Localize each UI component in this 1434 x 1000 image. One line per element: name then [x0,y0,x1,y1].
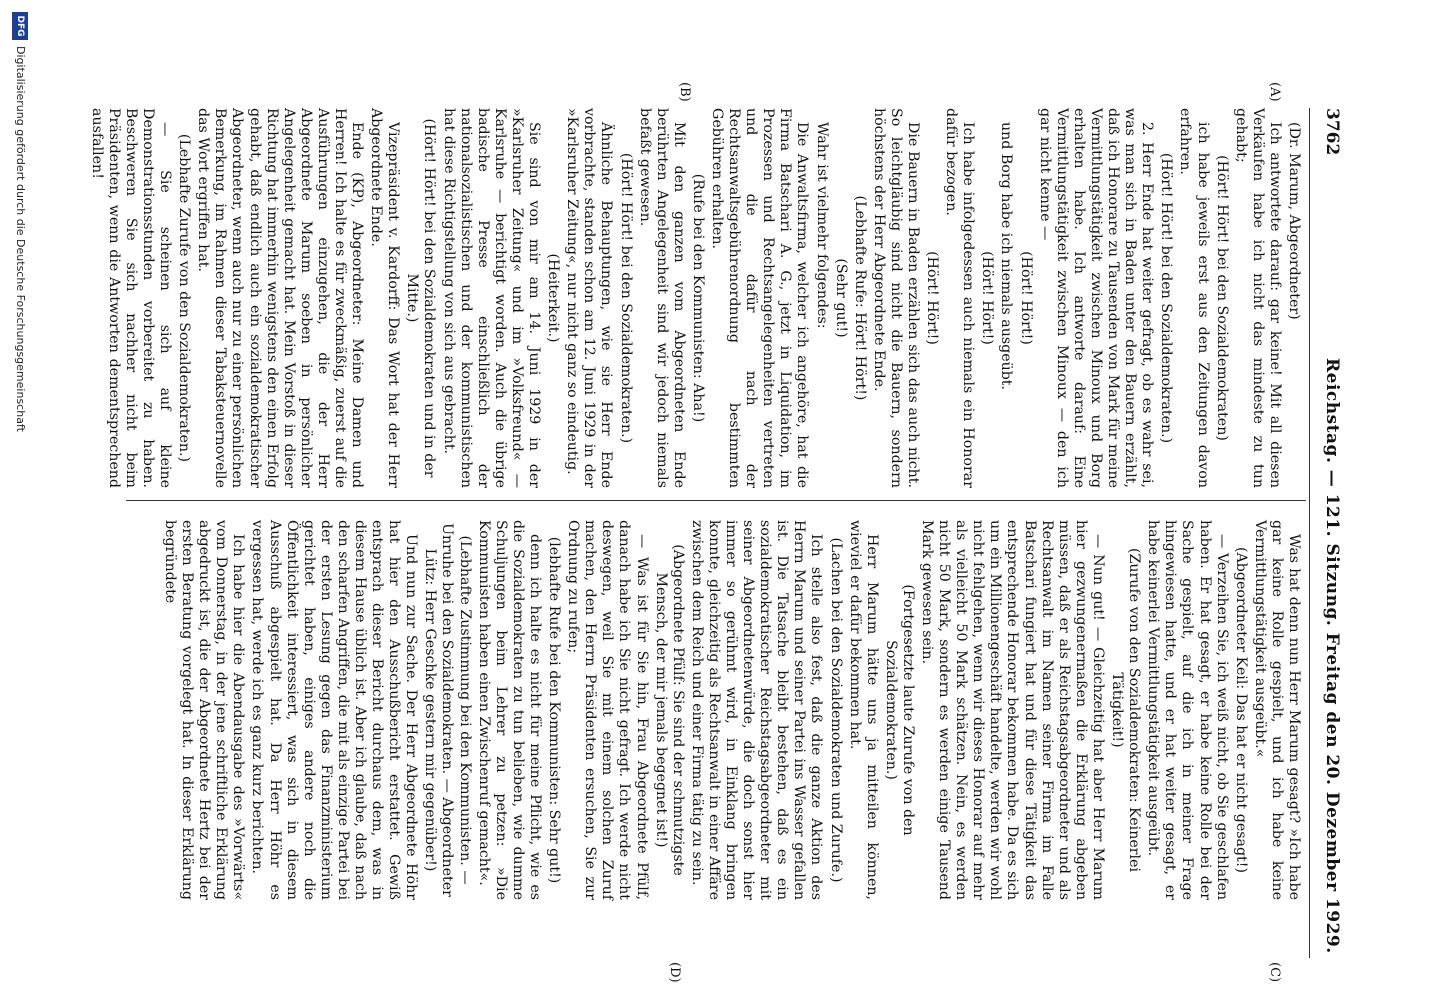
paragraph: Ich stelle also fest, daß die ganze Aktion des Herrn Marum und seiner Partei ins Wasser gefallen ist. Die Tatsache bleibt bestehen, daß es ein sozialdemokratischer Reichstagsabgeordneter mit seiner Abgeordnetenwürde, die doch sonst hier immer so gerühmt wird, in Einklang bringen konnte, gleichzeitig als Rechtsanwalt in einer Affäre zwischen dem Reich und einer Firma tätig zu sein. [688,520,825,900]
interjection: (lebhafte Rufe bei den Kommunisten: Sehr gut!) [546,536,563,884]
paragraph: ich habe jeweils erst aus den Zeitungen davon erfahren. [1177,108,1211,488]
paragraph: Und nun zur Sache. Der Herr Abgeordnete Höhr hat hier den Ausschußbericht erstattet. Gewiß entsprach dieser Bericht durchaus dem, was in diesem Hause üblich ist. Aber ich glaube, daß nach den scharfen Angriffen, die mit als einzige Partei bei der ersten Lesung gegen das Finanzministerium gerichtet haben, einiges andere noch die Öffentlichkeit interessiert, was sich in diesem Ausschuß abgespielt hat. Da Herr Höhr es vergessen hat, werde ich es ganz kurz berichten. [249,520,420,900]
column-divider [126,500,1306,501]
paragraph: Ich habe infolgedessen auch niemals ein Honorar dafür bezogen. [943,108,977,488]
paragraph: 2. Herr Ende hat weiter gefragt, ob es wahr sei, was man sich in Baden unter den Bauern erzählt, daß ich Honorare zu Tausenden von Mark für meine Vermittlungstätigkeit zwischen Minoux und Borg erhalten habe. Ich antworte darauf: Eine Vermittlungstätigkeit zwischen Minoux — den ich gar nicht kenne — [1036,108,1156,488]
interjection: (Lebhafte Rufe: Hört! Hört!) [851,195,868,401]
paragraph: Ich habe hier die Abendausgabe des »Vorwärts« vom Donnerstag, in der jene schriftliche Erklärung abgedruckt ist, die der Abgeordnete Hertz bei der ersten Beratung vorgelegt hat. In dieser Erklärung begründete [162,520,247,900]
paragraph: Die Bauern in Baden erzählen sich das auch nicht. So leichtgläubig sind nicht die Bauern, sondern höchstens der Herr Abgeordnete Ende. [870,108,922,488]
page-header [1314,108,1342,958]
interjection: (Fortgesetzte laute Zurufe von den Sozialdemokraten.) [882,584,916,836]
interjection: (Heiterkeit.) [545,253,562,343]
interjection: (Lebhafte Zurufe von den Sozialdemokraten.) [176,133,193,463]
interjection: (Hört! Hört!) [1017,251,1034,345]
paragraph: Herr Marum hätte uns ja mitteilen können, wieviel er dafür bekommen hat. [846,520,880,900]
margin-label-a: (A) [1267,82,1282,102]
paragraph: Wahr ist vielmehr folgendes: [813,122,830,329]
interjection: (Rufe bei den Kommunisten: Aha!) [689,173,706,423]
paragraph: Ende (KP), Abgeordneter: Meine Damen und Herren! Ich halte es für zweckmäßig, zuerst auf die Ausführungen einzugehen, die der Herr Abgeordnete Marum soeben in persönlicher Angelegenheit gemacht hat. Mein Vorstoß in dieser Richtung hat immerhin wenigstens den einen Erfolg gehabt, daß endlich auch ein sozialdemokratischer Abgeordneter, wenn auch nur zu einer persönlichen Bemerkung, im Rahmen dieser Tabaksteuernovelle das Wort ergriffen hat. [195,108,366,488]
page-title: Reichstag. — 121. Sitzung. Freitag den 20. Dezember 1929. [1322,358,1342,954]
paragraph: — Verzeihen Sie, ich weiß nicht, ob Sie geschlafen haben. Er hat gesagt, er habe keine Rolle bei der Sache gespielt, auf die ich in meiner Frage hingewiesen hatte, und er hat weiter gesagt, er habe keinerlei Vermittlungstätigkeit ausgeübt. [1145,520,1230,900]
paragraph: Ähnliche Behauptungen, wie sie Herr Ende vorbrachte, standen schon am 12. Juni 1929 in der »Karlsruher Zeitung«, nur nicht ganz so eindeutig. [564,108,615,488]
margin-label-c: (C) [1267,962,1282,983]
paragraph: (Dr. Marum, Abgeordneter) [1286,122,1302,320]
interjection: (Abgeordneter Keil: Das hat er nicht gesagt!) [1232,547,1249,873]
margin-label-b: (B) [677,82,692,102]
page-number: 3762 [1322,108,1342,156]
interjection: (Lebhafte Zustimmung bei den Kommunisten. — Unruhe bei den Sozialdemokraten. — Abgeordneter Lütz: Herr Geschke gestern mir gegenüber!) [422,523,473,897]
interjection: (Hört! Hört! bei den Sozialdemokraten.) [1158,152,1175,444]
margin-label-d: (D) [667,962,682,983]
footer-text: Digitalisierung gefördert durch die Deutsche Forschungsgemeinschaft [14,46,27,432]
paragraph: Mit den ganzen vom Abgeordneten Ende berührten Angelegenheit sind wir jedoch niemals befaßt gewesen. [636,108,687,488]
interjection: (Sehr gut!) [832,258,849,338]
paragraph: Vizepräsident v. Kardorff: Das Wort hat der Herr Abgeordnete Ende. [368,108,402,488]
paragraph: — Nun gut! — Gleichzeitig hat aber Herr Marum hier gezwungenermaßen die Erklärung abgeben müssen, daß er als Reichstagsabgeordneter und als Rechtsanwalt im Namen seiner Firma im Falle Batschari fungiert hat und für diese Tätigkeit das entsprechende Honorar bekommen habe. Da es sich um ein Millionengeschäft handelte, werden wir wohl nicht fehlgehen, wenn wir dieses Honorar auf mehr als vielleicht 50 Mark schätzen. Nein, es werden nicht 50 Mark, sondern es werden einige Tausend Mark gewesen sein. [919,520,1106,900]
interjection: (Hört! Hört!) [979,251,996,345]
paragraph: Die Anwaltsfirma, welcher ich angehöre, hat die Firma Batschari A. G., jetzt in Liquidation, im Prozessen und Rechtsangelegenheiten vertreten und die dafür nach der Rechtsanwaltsgebührenordnung bestimmten Gebühren erhalten. [709,108,811,488]
paragraph: — Sie scheinen sich auf kleine Demonstrationsstunden vorbereitet zu haben. Beschweren Sie sich nachher nicht beim Präsidenten, wenn die Antworten dementsprechend ausfallen! [88,108,174,488]
left-column [86,108,1302,488]
interjection: (Hört! Hört!) [924,251,941,345]
paragraph: Sie sind von mir am 14. Juni 1929 in der »Karlsruher Zeitung« und im »Volksfreund« — Karlsruhe — berichtigt worden. Auch die übrige badische Presse einschließlich der nationalsozialistischen und der kommunistischen hat diese Richtigstellung von sich aus gebracht. [440,108,543,488]
paragraph: und Borg habe ich niemals ausgeübt. [998,122,1015,391]
interjection: (Hört! Hört! bei den Sozialdemokraten.) [617,152,634,444]
dfg-logo: DFG [12,12,28,40]
paragraph: — Was ist für Sie hin, Frau Abgeordnete Pfülf, danach habe ich Sie nicht gefragt. Ich werde nicht deswegen, weil Sie mit einem solchen Zuruf machen, den Herrn Präsidenten ersuchen, Sie zur Ordnung zu rufen; [565,520,650,900]
interjection: (Hört! Hört! bei den Sozialdemokraten und in der Mitte.) [404,118,438,478]
interjection: (Abgeordnete Pfülf: Sie sind der schmutzigste Mensch, der mir jemals begegnet ist!) [652,544,686,876]
footer [8,0,30,1000]
interjection: (Lachen bei den Sozialdemokraten und Zurufe.) [827,537,844,883]
paragraph: Was hat denn nun Herr Marum gesagt? »Ich habe gar keine Rolle gespielt, und ich habe keine Vermittlungstätigkeit ausgeübt.« [1251,520,1302,900]
paragraph: Ich antwortete darauf: gar keine! Mit all diesen Verkäufen habe ich nicht das mindeste zu tun gehabt; [1232,108,1283,488]
interjection: (Zurufe von den Sozialdemokraten: Keinerlei Tätigkeit!) [1109,548,1143,872]
paragraph: denn ich halte es nicht für meine Pflicht, wie es die Sozialdemokraten zu tun belieben, wie dumme Schuljungen beim Lehrer zu petzen: »Die Kommunisten haben einen Zwischenruf gemacht«. [475,520,543,900]
header-rule [1309,108,1310,958]
right-column [159,520,1302,900]
interjection: (Hört! Hört! bei den Sozialdemokraten) [1213,155,1230,441]
